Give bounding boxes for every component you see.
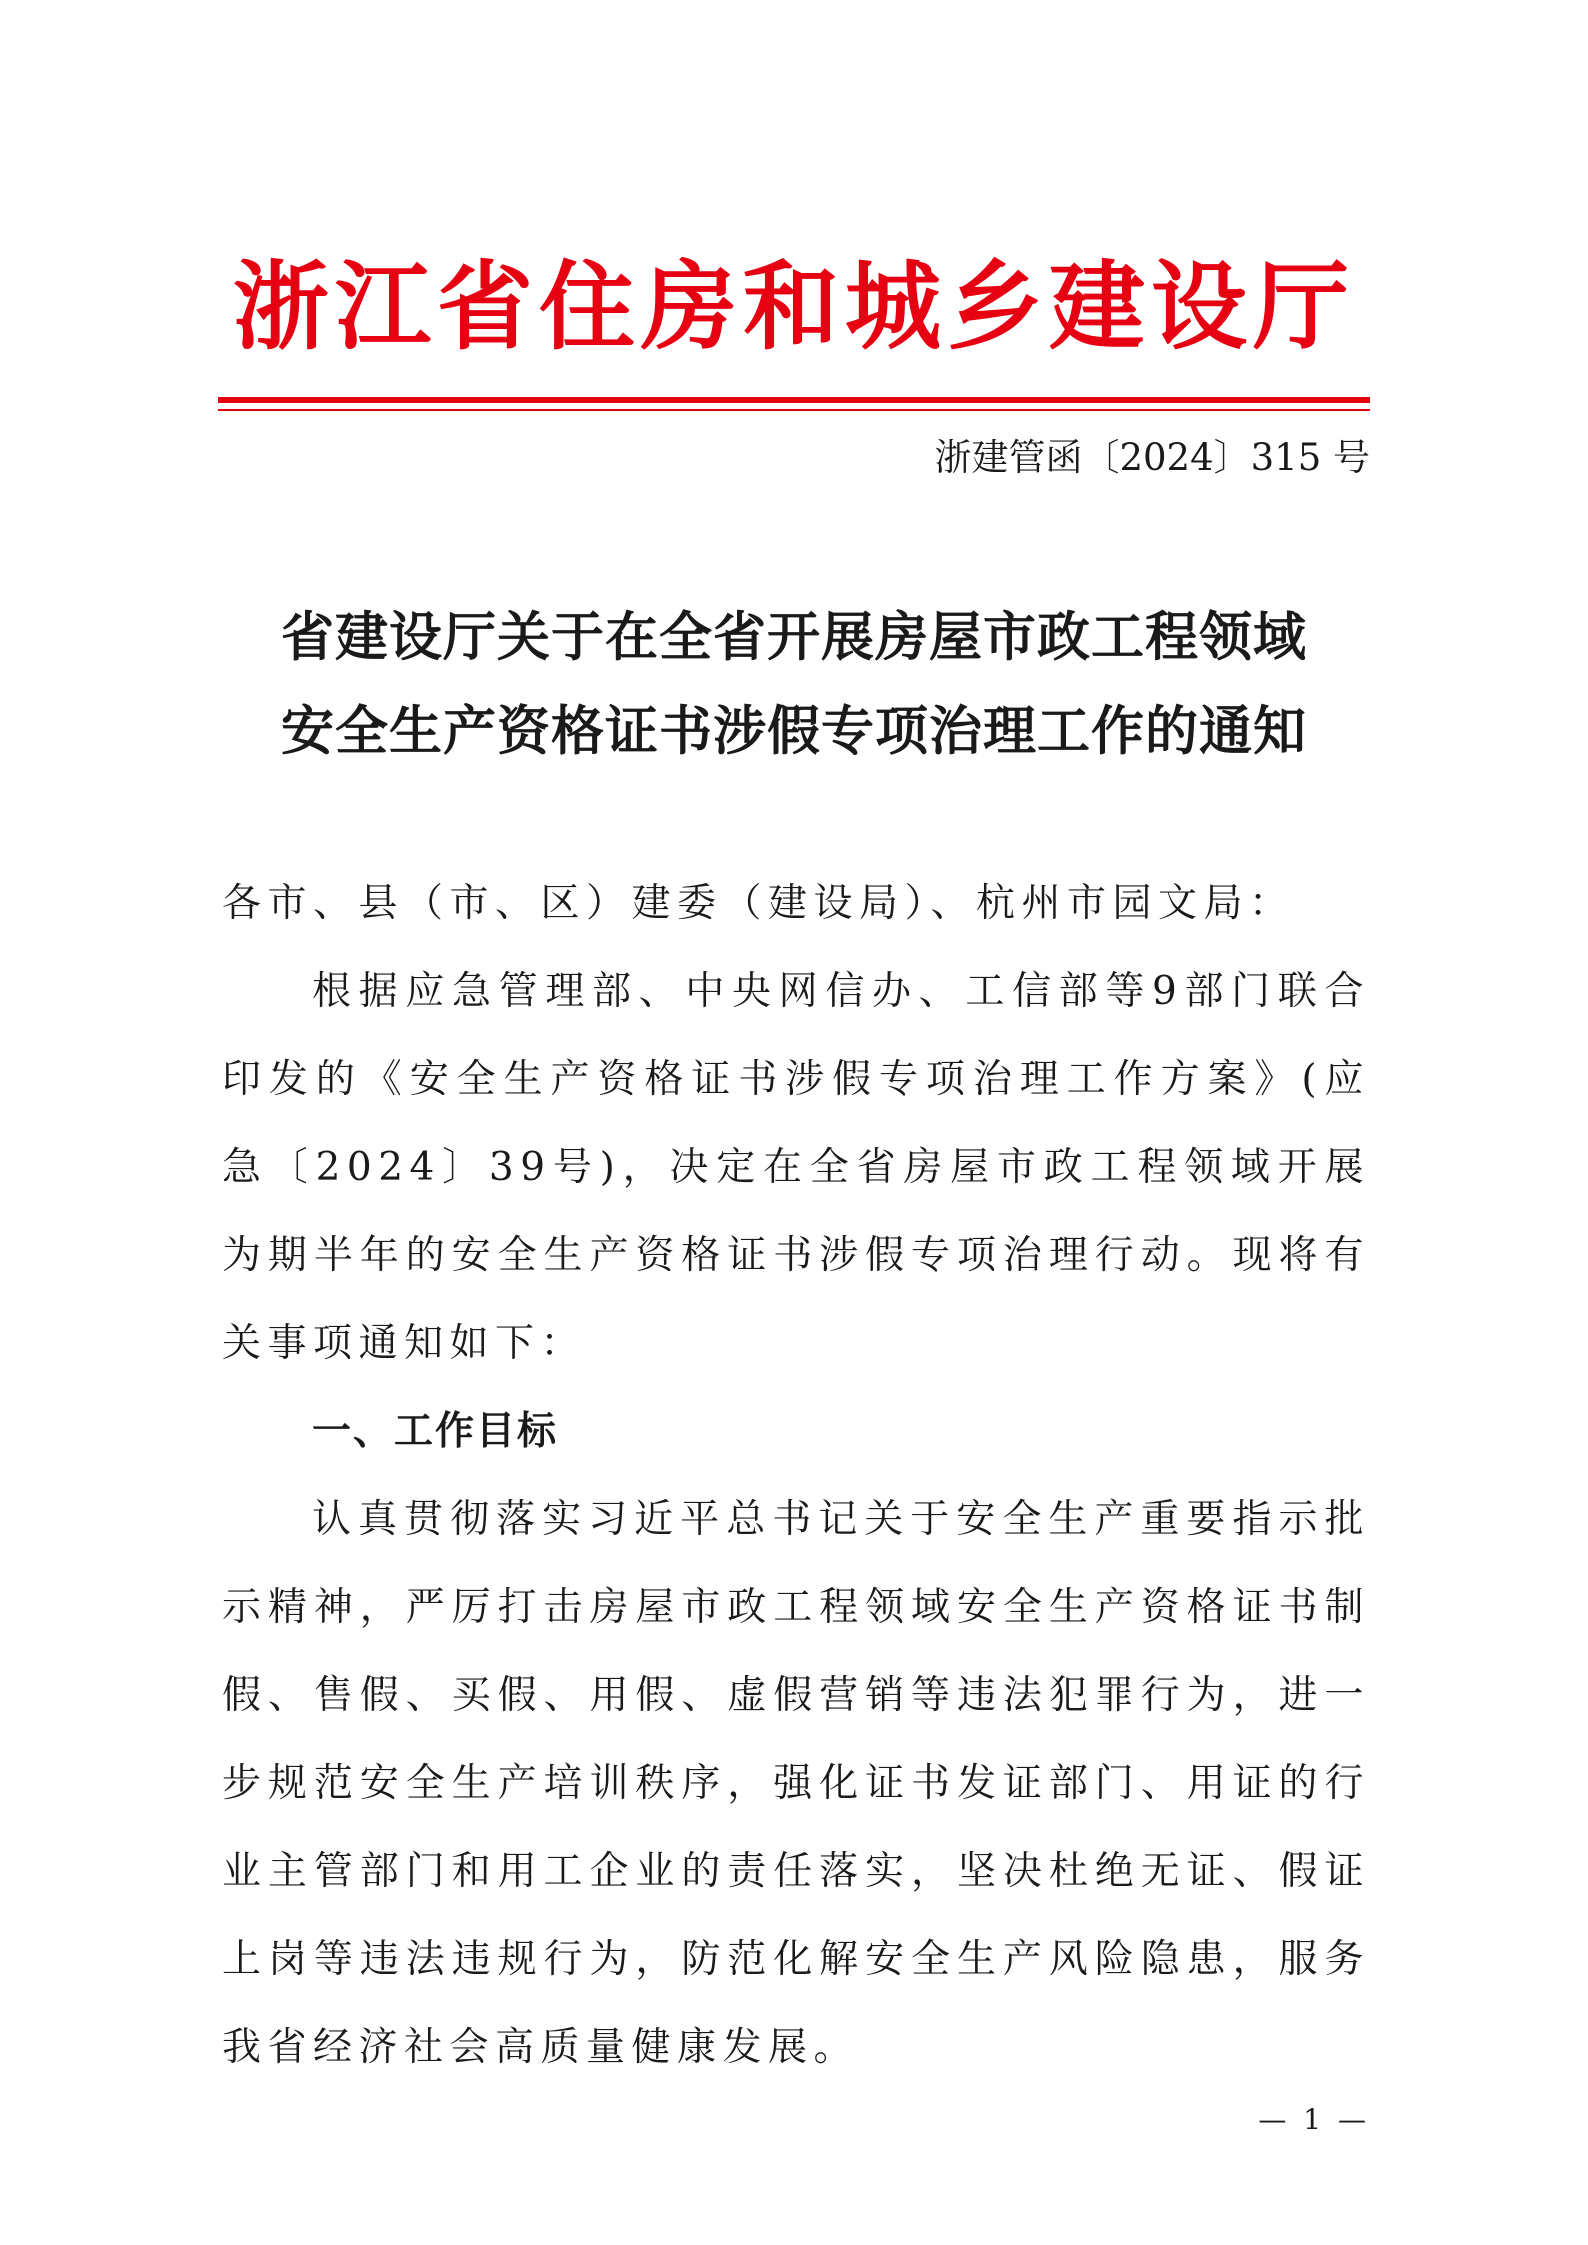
paragraph-intro: 根据应急管理部、中央网信办、工信部等9部门联合印发的《安全生产资格证书涉假专项治理工作方案》(应急〔2024〕39号)，决定在全省房屋市政工程领域开展为期半年的安全生产资格证书涉假专项治理行动。现将有关事项通知如下：: [222, 969, 1370, 1366]
title-line-1: 省建设厅关于在全省开展房屋市政工程领域: [281, 606, 1307, 668]
masthead-title: 浙江省住房和城乡建设厅: [233, 251, 1355, 363]
page-number: — 1 —: [1258, 2103, 1370, 2136]
masthead-rule-thick: [218, 397, 1370, 403]
title-line-2: 安全生产资格证书涉假专项治理工作的通知: [281, 700, 1307, 762]
salutation: 各市、县（市、区）建委（建设局）、杭州市园文局：: [222, 881, 1295, 926]
masthead-rule-thin: [218, 409, 1370, 411]
section-heading-work-goals: 一、工作目标: [312, 1409, 559, 1454]
document-number: 浙建管函〔2024〕315 号: [934, 436, 1370, 479]
document-title: [218, 590, 1370, 778]
paragraph-work-goals: 认真贯彻落实习近平总书记关于安全生产重要指示批示精神，严厉打击房屋市政工程领域安全生产资格证书制假、售假、买假、用假、虚假营销等违法犯罪行为，进一步规范安全生产培训秩序，强化证书发证部门、用证的行业主管部门和用工企业的责任落实，坚决杜绝无证、假证上岗等违法违规行为，防范化解安全生产风险隐患，服务我省经济社会高质量健康发展。: [222, 1497, 1370, 2070]
document-body: [222, 860, 1370, 2092]
